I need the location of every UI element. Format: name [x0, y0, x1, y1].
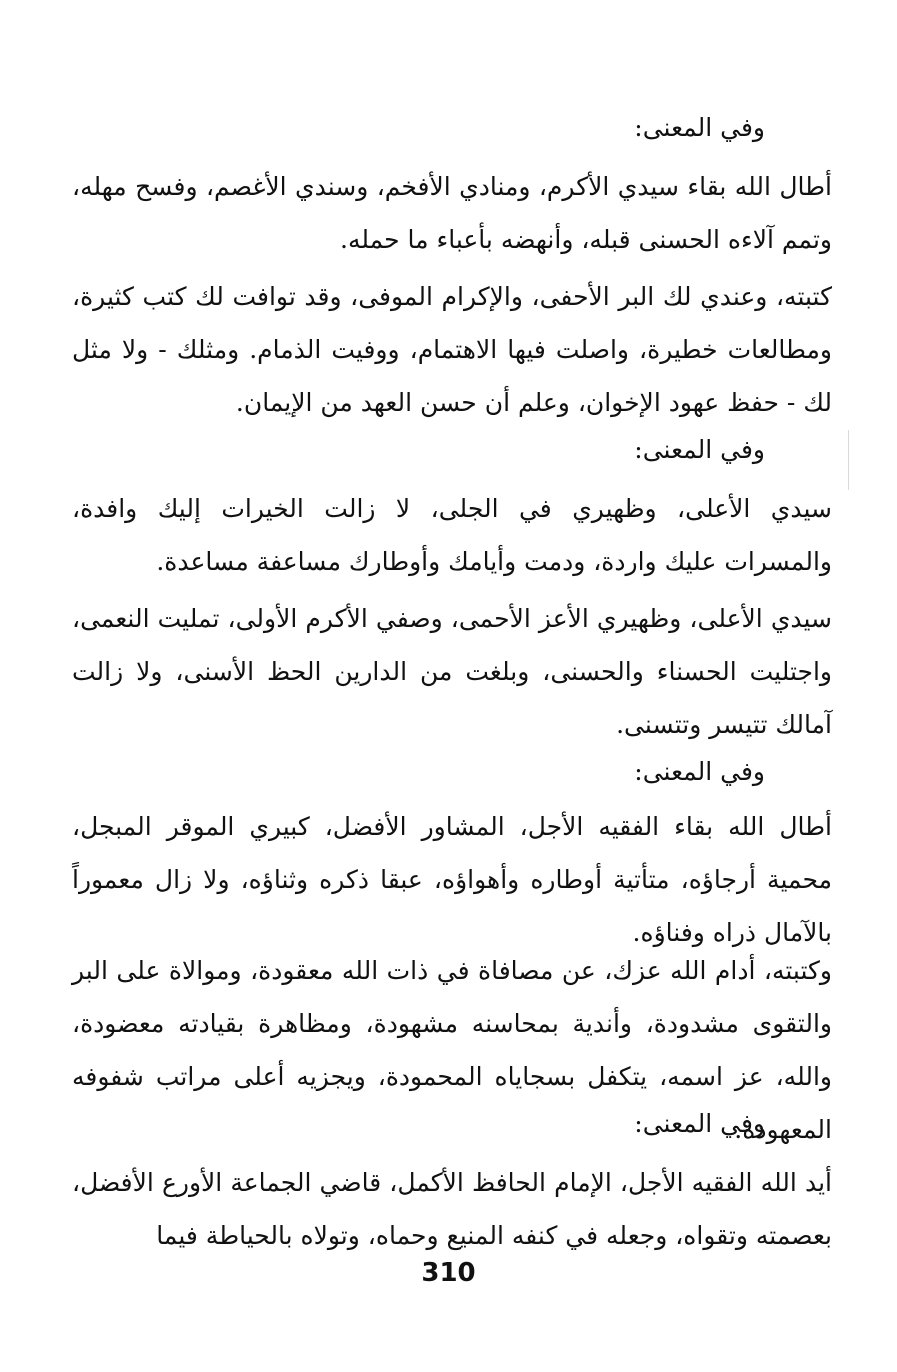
body-paragraph: أطال الله بقاء الفقيه الأجل، المشاور الأفضل، كبيري الموقر المبجل، محمية أرجاؤه، متأتية أوطاره وأهواؤه، عبقا ذكره وثناؤه، ولا زال معموراً بالآمال ذراه وفناؤه. [72, 812, 832, 947]
section-heading: وفي المعنى: [634, 1109, 765, 1138]
section-heading: وفي المعنى: [634, 435, 765, 464]
body-paragraph: سيدي الأعلى، وظهيري الأعز الأحمى، وصفي الأكرم الأولى، تمليت النعمى، واجتليت الحسناء والحسنى، وبلغت من الدارين الحظ الأسنى، ولا زالت آمالك تتيسر وتتسنى. [72, 604, 832, 739]
section-heading: وفي المعنى: [634, 113, 765, 142]
body-paragraph: أطال الله بقاء سيدي الأكرم، ومنادي الأفخم، وسندي الأغصم، وفسح مهله، وتمم آلاءه الحسنى قبله، وأنهضه بأعباء ما حمله. [72, 172, 832, 254]
body-paragraph: كتبته، وعندي لك البر الأحفى، والإكرام الموفى، وقد توافت لك كتب كثيرة، ومطالعات خطيرة، واصلت فيها الاهتمام، ووفيت الذمام. ومثلك - ولا مثل لك - حفظ عهود الإخوان، وعلم أن حسن العهد من الإيمان. [72, 282, 832, 417]
body-paragraph: أيد الله الفقيه الأجل، الإمام الحافظ الأكمل، قاضي الجماعة الأورع الأفضل، بعصمته وتقواه، وجعله في كنفه المنيع وحماه، وتولاه بالحياطة فيما [72, 1168, 832, 1250]
page-number: 310 [421, 1258, 476, 1288]
section-heading: وفي المعنى: [634, 757, 765, 786]
body-paragraph: سيدي الأعلى، وظهيري في الجلى، لا زالت الخيرات إليك وافدة، والمسرات عليك واردة، ودمت وأيامك وأوطارك مساعفة مساعدة. [72, 494, 832, 576]
scan-artifact-line [848, 430, 849, 490]
body-paragraph: وكتبته، أدام الله عزك، عن مصافاة في ذات الله معقودة، وموالاة على البر والتقوى مشدودة، وأندية بمحاسنه مشهودة، ومظاهرة بقيادته معضودة، والله، عز اسمه، يتكفل بسجاياه المحمودة، ويجزيه أعلى مراتب شفوفه المعهودة. [72, 956, 832, 1144]
